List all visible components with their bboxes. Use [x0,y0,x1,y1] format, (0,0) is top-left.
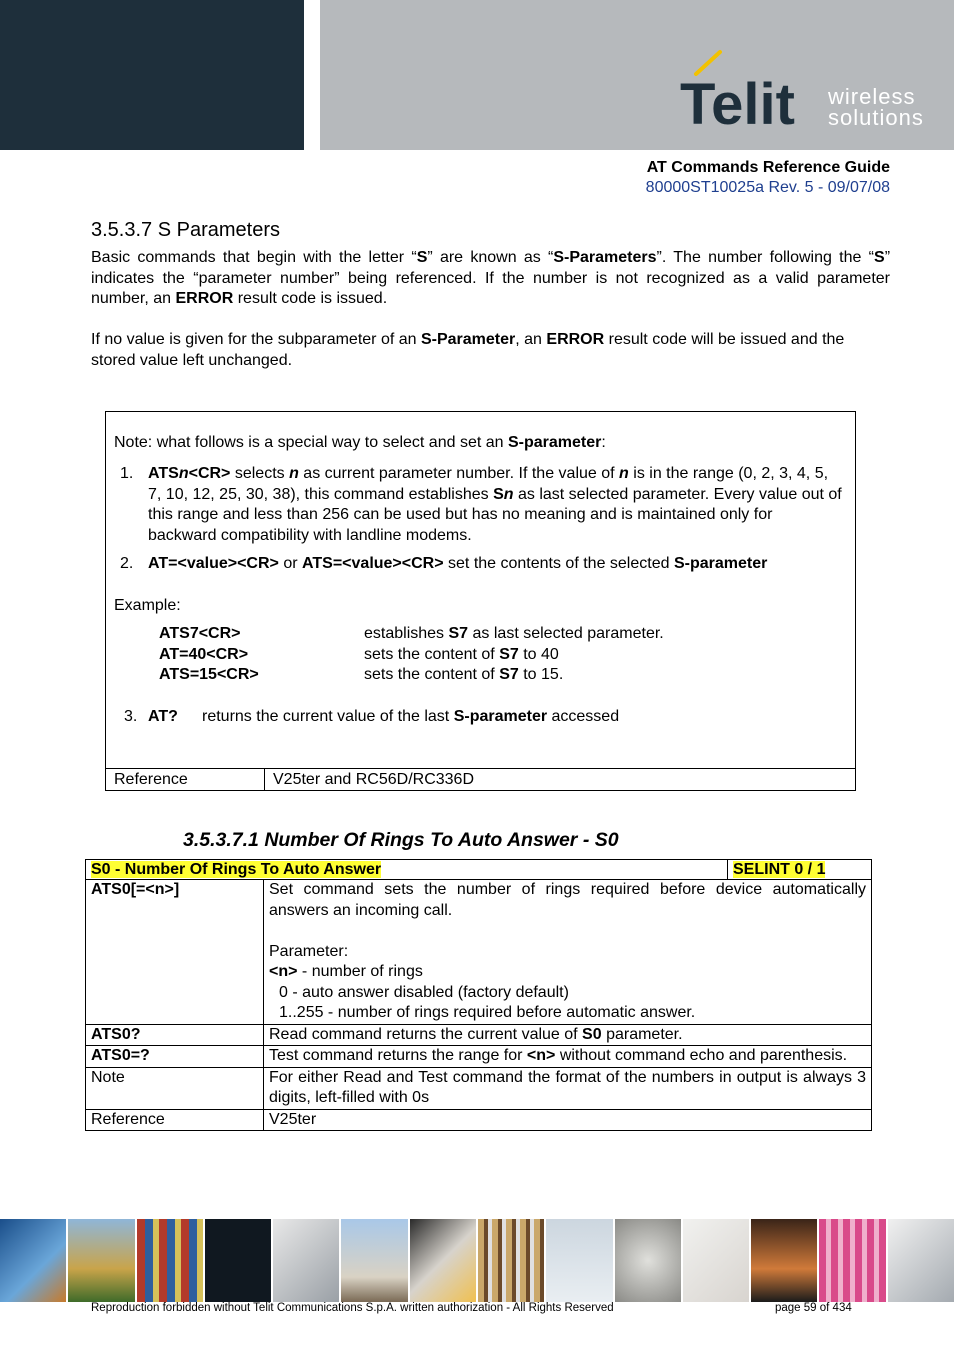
photo-sign [68,1219,134,1302]
reference-label: Reference [106,769,265,791]
parameter-value-1: 1..255 - number of rings required before automatic answer. [279,1004,696,1021]
subsection-heading: 3.5.3.7.1 Number Of Rings To Auto Answer - S0 [183,829,619,851]
header-dark-panel [0,0,304,150]
photo-containers [137,1219,203,1302]
footer-photo-strip [0,1219,954,1302]
selint-tag: SELINT 0 / 1 [733,861,826,878]
set-command: ATS0[=<n>] [86,880,264,1025]
telit-logo [676,48,936,132]
table-row [86,1024,872,1046]
test-command-description: Test command returns the range for <n> without command echo and parenthesis. [264,1046,872,1068]
note-item-2-number: 2. [120,555,134,572]
example-3-command: ATS=15<CR> [159,666,259,683]
photo-cyclist [341,1219,407,1302]
guide-revision: 80000ST10025a Rev. 5 - 09/07/08 [645,179,890,196]
note-intro: Note: what follows is a special way to select and set an S-parameter: [114,434,606,451]
table-row [86,1067,872,1109]
reference-label: Reference [86,1109,264,1131]
section-heading: 3.5.3.7 S Parameters [91,219,280,241]
photo-products [819,1219,885,1302]
table-row [86,880,872,1025]
table-row [106,769,856,791]
photo-station [751,1219,817,1302]
note-box [105,411,856,769]
section-paragraph-2: If no value is given for the subparameter of an S-Parameter, an ERROR result code will be issued and the stored value left unchanged. [91,331,845,369]
example-2-command: AT=40<CR> [159,646,249,663]
section-paragraph-1: Basic commands that begin with the letter “S” are known as “S-Parameters”. The number following the “S” indicates the “parameter number” being referenced. If the number is not recognized as a valid parameter number, an ERROR result code is issued. [91,249,891,307]
photo-laser [683,1219,749,1302]
example-label: Example: [114,597,181,614]
photo-road [0,1219,66,1302]
photo-display-board [205,1219,271,1302]
read-command: ATS0? [86,1024,264,1046]
note-label: Note [86,1067,264,1109]
command-table-title: S0 - Number Of Rings To Auto Answer [91,861,382,878]
example-1-command: ATS7<CR> [159,625,241,642]
note-item-3-description: returns the current value of the last S-parameter accessed [202,708,620,725]
photo-camera [888,1219,954,1302]
logo-brand-text: Telit [680,72,795,132]
command-table-tag-cell [728,860,872,880]
note-item-3-number: 3. [124,708,138,725]
table-row [86,1109,872,1131]
example-2-description: sets the content of S7 to 40 [364,646,559,663]
parameter-label: Parameter: [269,942,349,960]
guide-title: AT Commands Reference Guide [646,159,890,176]
reference-value: V25ter [264,1109,872,1131]
table-row [86,860,872,880]
footer-copyright: Reproduction forbidden without Telit Communications S.p.A. written authorization - All Rights Reserved [91,1302,614,1314]
example-3-description: sets the content of S7 to 15. [364,666,564,683]
read-command-description: Read command returns the current value of S0 parameter. [264,1024,872,1046]
photo-vending [478,1219,544,1302]
photo-card-reader [410,1219,476,1302]
command-table-title-cell [86,860,728,880]
reference-table [105,768,856,791]
logo-tagline-1: wireless [828,84,916,109]
parameter-definition: <n> - number of rings [269,963,423,980]
command-table [85,859,872,1131]
page-number: page 59 of 434 [775,1302,852,1314]
photo-keyboard [273,1219,339,1302]
note-item-1-number: 1. [120,465,134,482]
set-description-text: Set command sets the number of rings required before device automatically answers an incoming call. [269,881,866,919]
photo-wind-turbines [546,1219,612,1302]
example-1-description: establishes S7 as last selected parameter. [364,625,664,642]
note-value: For either Read and Test command the format of the numbers in output is always 3 digits, left-filled with 0s [264,1067,872,1109]
parameter-value-0: 0 - auto answer disabled (factory default) [279,983,569,1001]
note-item-2: AT=<value><CR> or ATS=<value><CR> set the contents of the selected S-parameter [148,555,768,572]
table-row [86,1046,872,1068]
photo-meter [615,1219,681,1302]
set-command-description [264,880,872,1025]
logo-tagline-2: solutions [828,105,924,130]
note-item-1: ATSn<CR> selects n as current parameter number. If the value of n is in the range (0, 2, 3, 4, 5, 7, 10, 12, 25, 30, 38), this command establishes Sn as last selected parameter. Every value out of this range and less than 256 can be used but has no meaning and is maintained only for backward compatibility with landline modems. [148,465,842,544]
test-command: ATS0=? [86,1046,264,1068]
reference-value: V25ter and RC56D/RC336D [265,769,856,791]
note-item-3-command: AT? [148,708,178,725]
